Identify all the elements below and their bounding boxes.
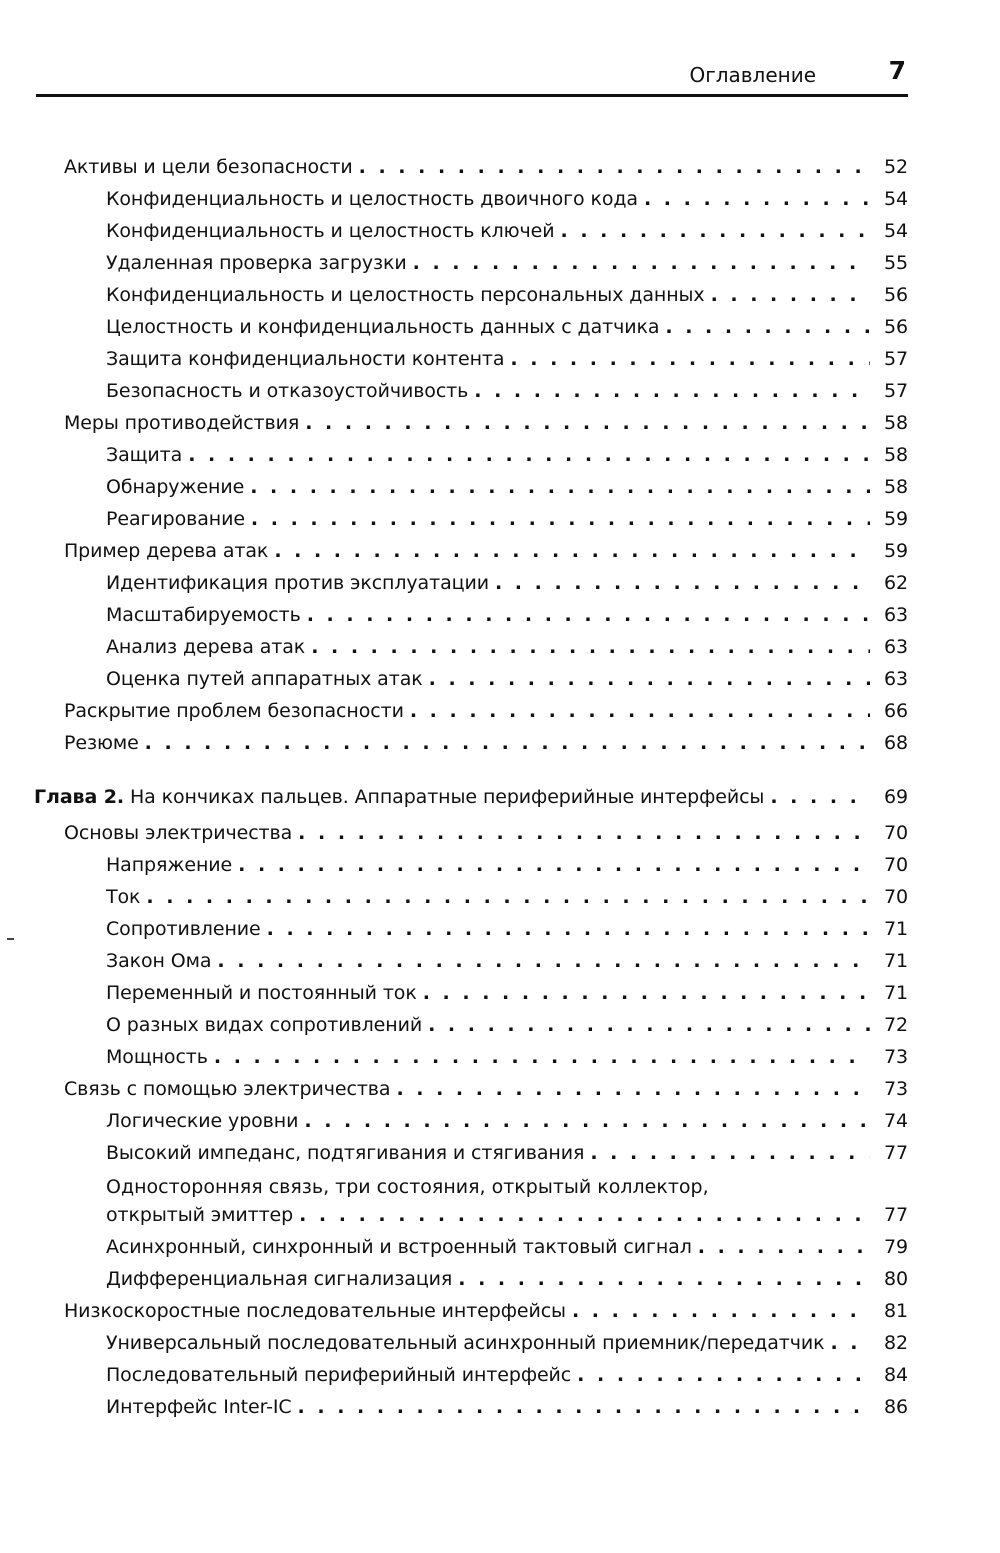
toc-entry-page: 52	[884, 156, 908, 178]
dot-leader	[217, 946, 870, 976]
toc-entry[interactable]	[0, 504, 908, 534]
toc-entry-page: 55	[884, 252, 908, 274]
toc-entry-title: Логические уровни	[106, 1110, 299, 1132]
toc-entry-page: 58	[884, 412, 908, 434]
dot-leader	[458, 1264, 870, 1294]
dot-leader	[305, 408, 870, 438]
toc-entry-page: 58	[884, 444, 908, 466]
toc-entry-title: Пример дерева атак	[64, 540, 269, 562]
toc-entry-page: 77	[884, 1142, 908, 1164]
toc-entry-title: Обнаружение	[106, 476, 245, 498]
toc-entry-page: 72	[884, 1014, 908, 1036]
header-title: Оглавление	[689, 63, 816, 87]
toc-entry-title: Защита конфиденциальности контента	[106, 348, 505, 370]
toc-entry[interactable]	[0, 152, 908, 182]
dot-leader	[251, 504, 870, 534]
dot-leader	[307, 600, 870, 630]
toc-entry-page: 56	[884, 284, 908, 306]
toc-entry[interactable]	[0, 1296, 908, 1326]
dot-leader	[510, 344, 870, 374]
toc-entry-title: Защита	[106, 444, 183, 466]
toc-entry[interactable]	[0, 1200, 908, 1230]
toc-entry-title: Реагирование	[106, 508, 245, 530]
toc-entry-title: Конфиденциальность и целостность ключей	[106, 220, 555, 242]
toc-entry[interactable]	[0, 1264, 908, 1294]
dot-leader	[238, 850, 870, 880]
toc-entry-page: 69	[884, 786, 908, 808]
toc-entry[interactable]	[0, 946, 908, 976]
toc-entry-title: Интерфейс Inter-IC	[106, 1396, 292, 1418]
toc-entry[interactable]	[0, 1392, 908, 1422]
toc-entry-title: Основы электричества	[64, 822, 293, 844]
toc-entry-page: 66	[884, 700, 908, 722]
toc-entry[interactable]	[0, 664, 908, 694]
dot-leader	[428, 1010, 870, 1040]
toc-entry-title: Мощность	[106, 1046, 208, 1068]
toc-entry[interactable]	[0, 600, 908, 630]
toc-entry[interactable]	[0, 184, 908, 214]
toc-entry-title: О разных видах сопротивлений	[106, 1014, 423, 1036]
toc-entry-page: 54	[884, 188, 908, 210]
dot-leader	[577, 1360, 870, 1390]
toc-entry-page: 70	[884, 822, 908, 844]
dot-leader	[250, 472, 870, 502]
toc-entry-page: 63	[884, 668, 908, 690]
toc-entry-page: 57	[884, 348, 908, 370]
toc-entry[interactable]	[0, 632, 908, 662]
dot-leader	[298, 1392, 870, 1422]
dot-leader	[145, 728, 870, 758]
toc-entry-title: Безопасность и отказоустойчивость	[106, 380, 469, 402]
toc-entry-title: Закон Ома	[106, 950, 212, 972]
toc-entry-title: Низкоскоростные последовательные интерфейсы	[64, 1300, 566, 1322]
toc-entry-page: 84	[884, 1364, 908, 1386]
toc-entry-title: Масштабируемость	[106, 604, 301, 626]
toc-entry-page: 70	[884, 854, 908, 876]
toc-entry-page: 73	[884, 1046, 908, 1068]
toc-entry-page: 58	[884, 476, 908, 498]
toc-entry-title: Меры противодействия	[64, 412, 300, 434]
toc-entry-page: 74	[884, 1110, 908, 1132]
toc-entry[interactable]	[0, 280, 908, 310]
toc-entry[interactable]	[0, 882, 908, 912]
toc-entry-title: Раскрытие проблем безопасности	[64, 700, 404, 722]
dot-leader	[359, 152, 870, 182]
toc-entry-page: 86	[884, 1396, 908, 1418]
toc-entry-page: 70	[884, 886, 908, 908]
toc-entry-title: Анализ дерева атак	[106, 636, 306, 658]
toc-entry-title: Высокий импеданс, подтягивания и стягивания	[106, 1142, 585, 1164]
toc-entry[interactable]	[0, 376, 908, 406]
header-page-number: 7	[888, 56, 906, 85]
dot-leader	[413, 248, 870, 278]
toc-entry[interactable]	[0, 568, 908, 598]
toc-entry-page: 77	[884, 1204, 908, 1226]
toc-entry-title: Удаленная проверка загрузки	[106, 252, 407, 274]
toc-entry-page: 81	[884, 1300, 908, 1322]
toc-entry-page: 59	[884, 540, 908, 562]
dot-leader	[214, 1042, 870, 1072]
dot-leader	[311, 632, 870, 662]
dot-leader	[274, 536, 870, 566]
toc-entry-title: Идентификация против эксплуатации	[106, 572, 489, 594]
chapter-label: Глава 2.	[34, 786, 124, 808]
dot-leader	[572, 1296, 870, 1326]
scan-mark	[7, 938, 14, 940]
dot-leader	[644, 184, 870, 214]
dot-leader	[495, 568, 870, 598]
toc-entry[interactable]	[0, 728, 908, 758]
toc-entry[interactable]	[0, 344, 908, 374]
toc-entry-title: Связь с помощью электричества	[64, 1078, 391, 1100]
toc-entry-title: Напряжение	[106, 854, 233, 876]
chapter-entry[interactable]	[0, 782, 908, 812]
running-header	[36, 58, 908, 97]
toc-entry-page: 71	[884, 950, 908, 972]
dot-leader	[561, 216, 870, 246]
dot-leader	[267, 914, 870, 944]
dot-leader	[396, 1074, 870, 1104]
toc-entry-title: открытый эмиттер	[106, 1204, 294, 1226]
toc-entry-page: 62	[884, 572, 908, 594]
dot-leader	[410, 696, 870, 726]
toc-entry[interactable]	[0, 440, 908, 470]
toc-entry[interactable]	[0, 1010, 908, 1040]
toc-entry-title: Целостность и конфиденциальность данных с датчика	[106, 316, 660, 338]
toc-entry[interactable]	[0, 216, 908, 246]
toc-entry[interactable]	[0, 248, 908, 278]
toc-entry[interactable]	[0, 978, 908, 1008]
dot-leader	[188, 440, 870, 470]
toc-entry[interactable]	[0, 1042, 908, 1072]
toc-entry-title: Активы и цели безопасности	[64, 156, 353, 178]
dot-leader	[423, 978, 870, 1008]
toc-entry-title: Асинхронный, синхронный и встроенный тактовый сигнал	[106, 1236, 692, 1258]
toc-entry[interactable]	[0, 696, 908, 726]
toc-entry[interactable]	[0, 914, 908, 944]
dot-leader	[474, 376, 870, 406]
chapter-title: На кончиках пальцев. Аппаратные периферийные интерфейсы	[129, 786, 765, 808]
toc-entry-page: 71	[884, 918, 908, 940]
toc-entry[interactable]	[0, 1232, 908, 1262]
toc-entry[interactable]	[0, 1360, 908, 1390]
dot-leader	[146, 882, 870, 912]
dot-leader	[711, 280, 870, 310]
dot-leader	[429, 664, 870, 694]
toc-entry[interactable]	[0, 1106, 908, 1136]
dot-leader	[299, 1200, 870, 1230]
toc-entry-title: Переменный и постоянный ток	[106, 982, 417, 1004]
dot-leader	[298, 818, 870, 848]
toc-entry-title: Конфиденциальность и целостность двоичного кода	[106, 188, 638, 210]
toc-entry[interactable]	[0, 536, 908, 566]
toc-entry[interactable]	[0, 818, 908, 848]
toc-entry-page: 80	[884, 1268, 908, 1290]
toc-entry-page: 57	[884, 380, 908, 402]
toc-entry-page: 59	[884, 508, 908, 530]
dot-leader	[698, 1232, 870, 1262]
toc-entry[interactable]	[0, 1074, 908, 1104]
toc-entry-page: 82	[884, 1332, 908, 1354]
toc-entry-title: Последовательный периферийный интерфейс	[106, 1364, 572, 1386]
toc-entry[interactable]	[0, 1328, 908, 1358]
dot-leader	[665, 312, 870, 342]
toc-entry-page: 79	[884, 1236, 908, 1258]
toc-entry-page: 68	[884, 732, 908, 754]
toc-entry-title: Конфиденциальность и целостность персональных данных	[106, 284, 705, 306]
toc-entry-title: Оценка путей аппаратных атак	[106, 668, 423, 690]
toc-entry-page: 63	[884, 636, 908, 658]
toc-entry-title: Ток	[106, 886, 141, 908]
toc-entry-title-line1: Односторонняя связь, три состояния, открытый коллектор,	[106, 1176, 709, 1198]
toc-entry-page: 63	[884, 604, 908, 626]
toc-entry-page: 54	[884, 220, 908, 242]
dot-leader	[304, 1106, 870, 1136]
toc-entry-page: 71	[884, 982, 908, 1004]
toc-entry-title: Универсальный последовательный асинхронный приемник/передатчик	[106, 1332, 825, 1354]
toc-entry[interactable]	[0, 408, 908, 438]
toc-entry-title: Сопротивление	[106, 918, 261, 940]
toc-entry-title: Резюме	[64, 732, 139, 754]
toc-entry-page: 56	[884, 316, 908, 338]
toc-entry-page: 73	[884, 1078, 908, 1100]
toc-entry-title: Дифференциальная сигнализация	[106, 1268, 453, 1290]
dot-leader	[770, 782, 870, 812]
toc-entry[interactable]	[0, 312, 908, 342]
toc-entry[interactable]	[0, 850, 908, 880]
toc-entry[interactable]	[0, 1138, 908, 1168]
dot-leader	[590, 1138, 870, 1168]
dot-leader	[830, 1328, 870, 1358]
toc-entry[interactable]	[0, 472, 908, 502]
